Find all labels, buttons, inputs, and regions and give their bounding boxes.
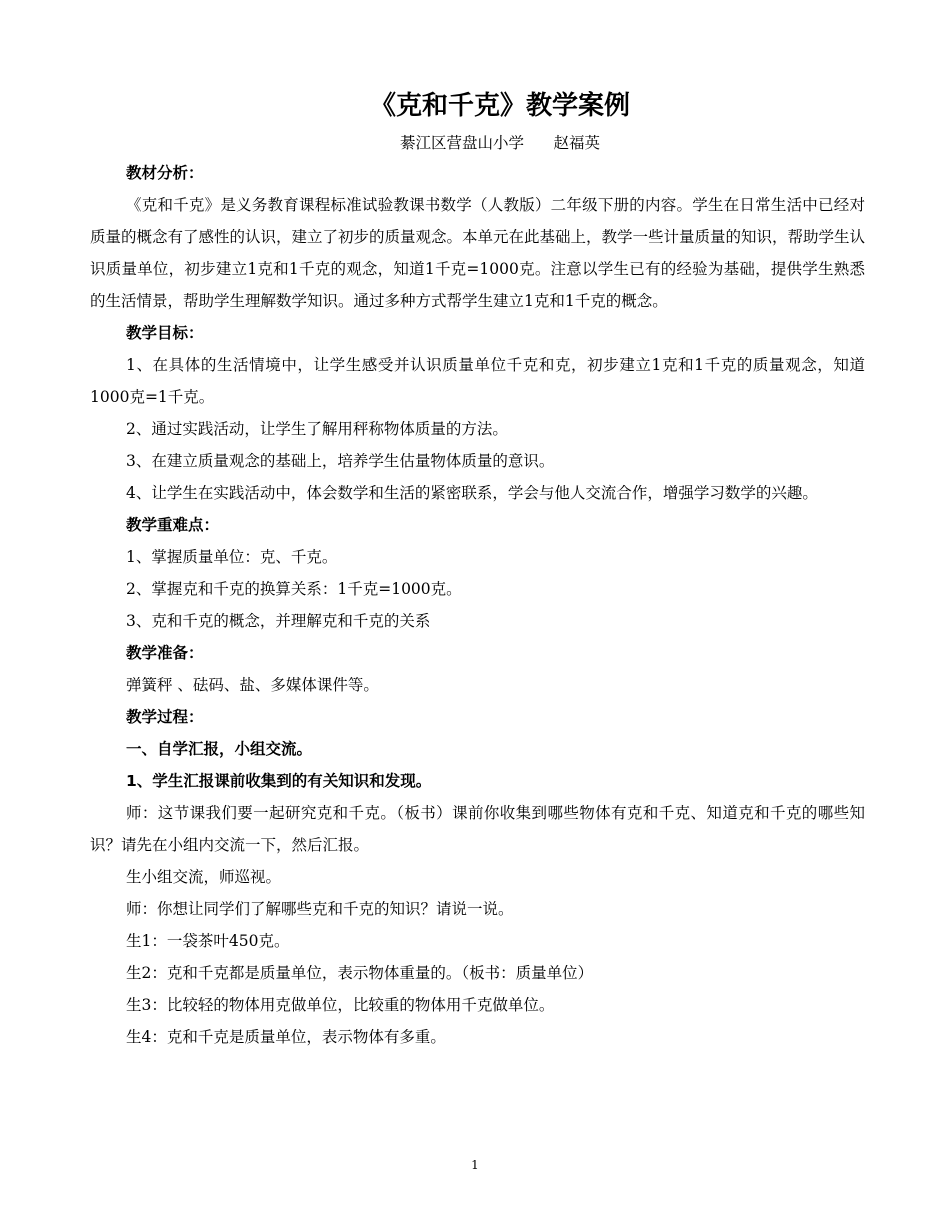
paragraph: 1、在具体的生活情境中，让学生感受并认识质量单位千克和克，初步建立1克和1千克的质量观念，知道1000克=1千克。 [90, 356, 865, 406]
paragraph: 弹簧秤 、砝码、盐、多媒体课件等。 [126, 676, 379, 694]
paragraph: 生3：比较轻的物体用克做单位，比较重的物体用千克做单位。 [126, 996, 555, 1014]
document-page [90, 88, 865, 1053]
paragraph: 1、掌握质量单位：克、千克。 [126, 548, 338, 566]
paragraph: 生2：克和千克都是质量单位，表示物体重量的。（板书：质量单位） [126, 964, 594, 982]
paragraph: 3、在建立质量观念的基础上，培养学生估量物体质量的意识。 [126, 452, 555, 470]
document-body [90, 157, 865, 1053]
paragraph: 师：你想让同学们了解哪些克和千克的知识？请说一说。 [126, 900, 514, 918]
author-line: 綦江区营盘山小学 赵福英 [399, 134, 601, 152]
section-heading: 教学过程： [126, 708, 204, 726]
paragraph: 生4：克和千克是质量单位，表示物体有多重。 [126, 1028, 446, 1046]
paragraph: 3、克和千克的概念，并理解克和千克的关系 [126, 612, 431, 630]
paragraph: 4、让学生在实践活动中，体会数学和生活的紧密联系，学会与他人交流合作，增强学习数学的兴趣。 [126, 484, 818, 502]
section-heading: 教材分析： [126, 164, 204, 182]
section-heading: 1、学生汇报课前收集到的有关知识和发现。 [126, 772, 432, 790]
section-heading: 教学准备： [126, 644, 204, 662]
paragraph: 生小组交流，师巡视。 [126, 868, 282, 886]
paragraph: 生1：一袋茶叶450克。 [126, 932, 290, 950]
document-title: 《克和千克》教学案例 [369, 91, 630, 121]
paragraph: 2、通过实践活动，让学生了解用秤称物体质量的方法。 [126, 420, 508, 438]
page-number: 1 [471, 1158, 479, 1172]
paragraph: 2、掌握克和千克的换算关系：1千克=1000克。 [126, 580, 462, 598]
paragraph: 师：这节课我们要一起研究克和千克。（板书）课前你收集到哪些物体有克和千克、知道克和千克的哪些知识？请先在小组内交流一下，然后汇报。 [90, 804, 865, 854]
section-heading: 一、自学汇报，小组交流。 [126, 740, 313, 758]
section-heading: 教学目标： [126, 324, 204, 342]
section-heading: 教学重难点： [126, 516, 220, 534]
paragraph: 《克和千克》是义务教育课程标准试验教课书数学（人教版）二年级下册的内容。学生在日常生活中已经对质量的概念有了感性的认识，建立了初步的质量观念。本单元在此基础上，教学一些计量质量的知识，帮助学生认识质量单位，初步建立1克和1千克的观念，知道1千克=1000克。注意以学生已有的经验为基础，提供学生熟悉的生活情景，帮助学生理解数学知识。通过多种方式帮学生建立1克和1千克的概念。 [90, 196, 866, 310]
